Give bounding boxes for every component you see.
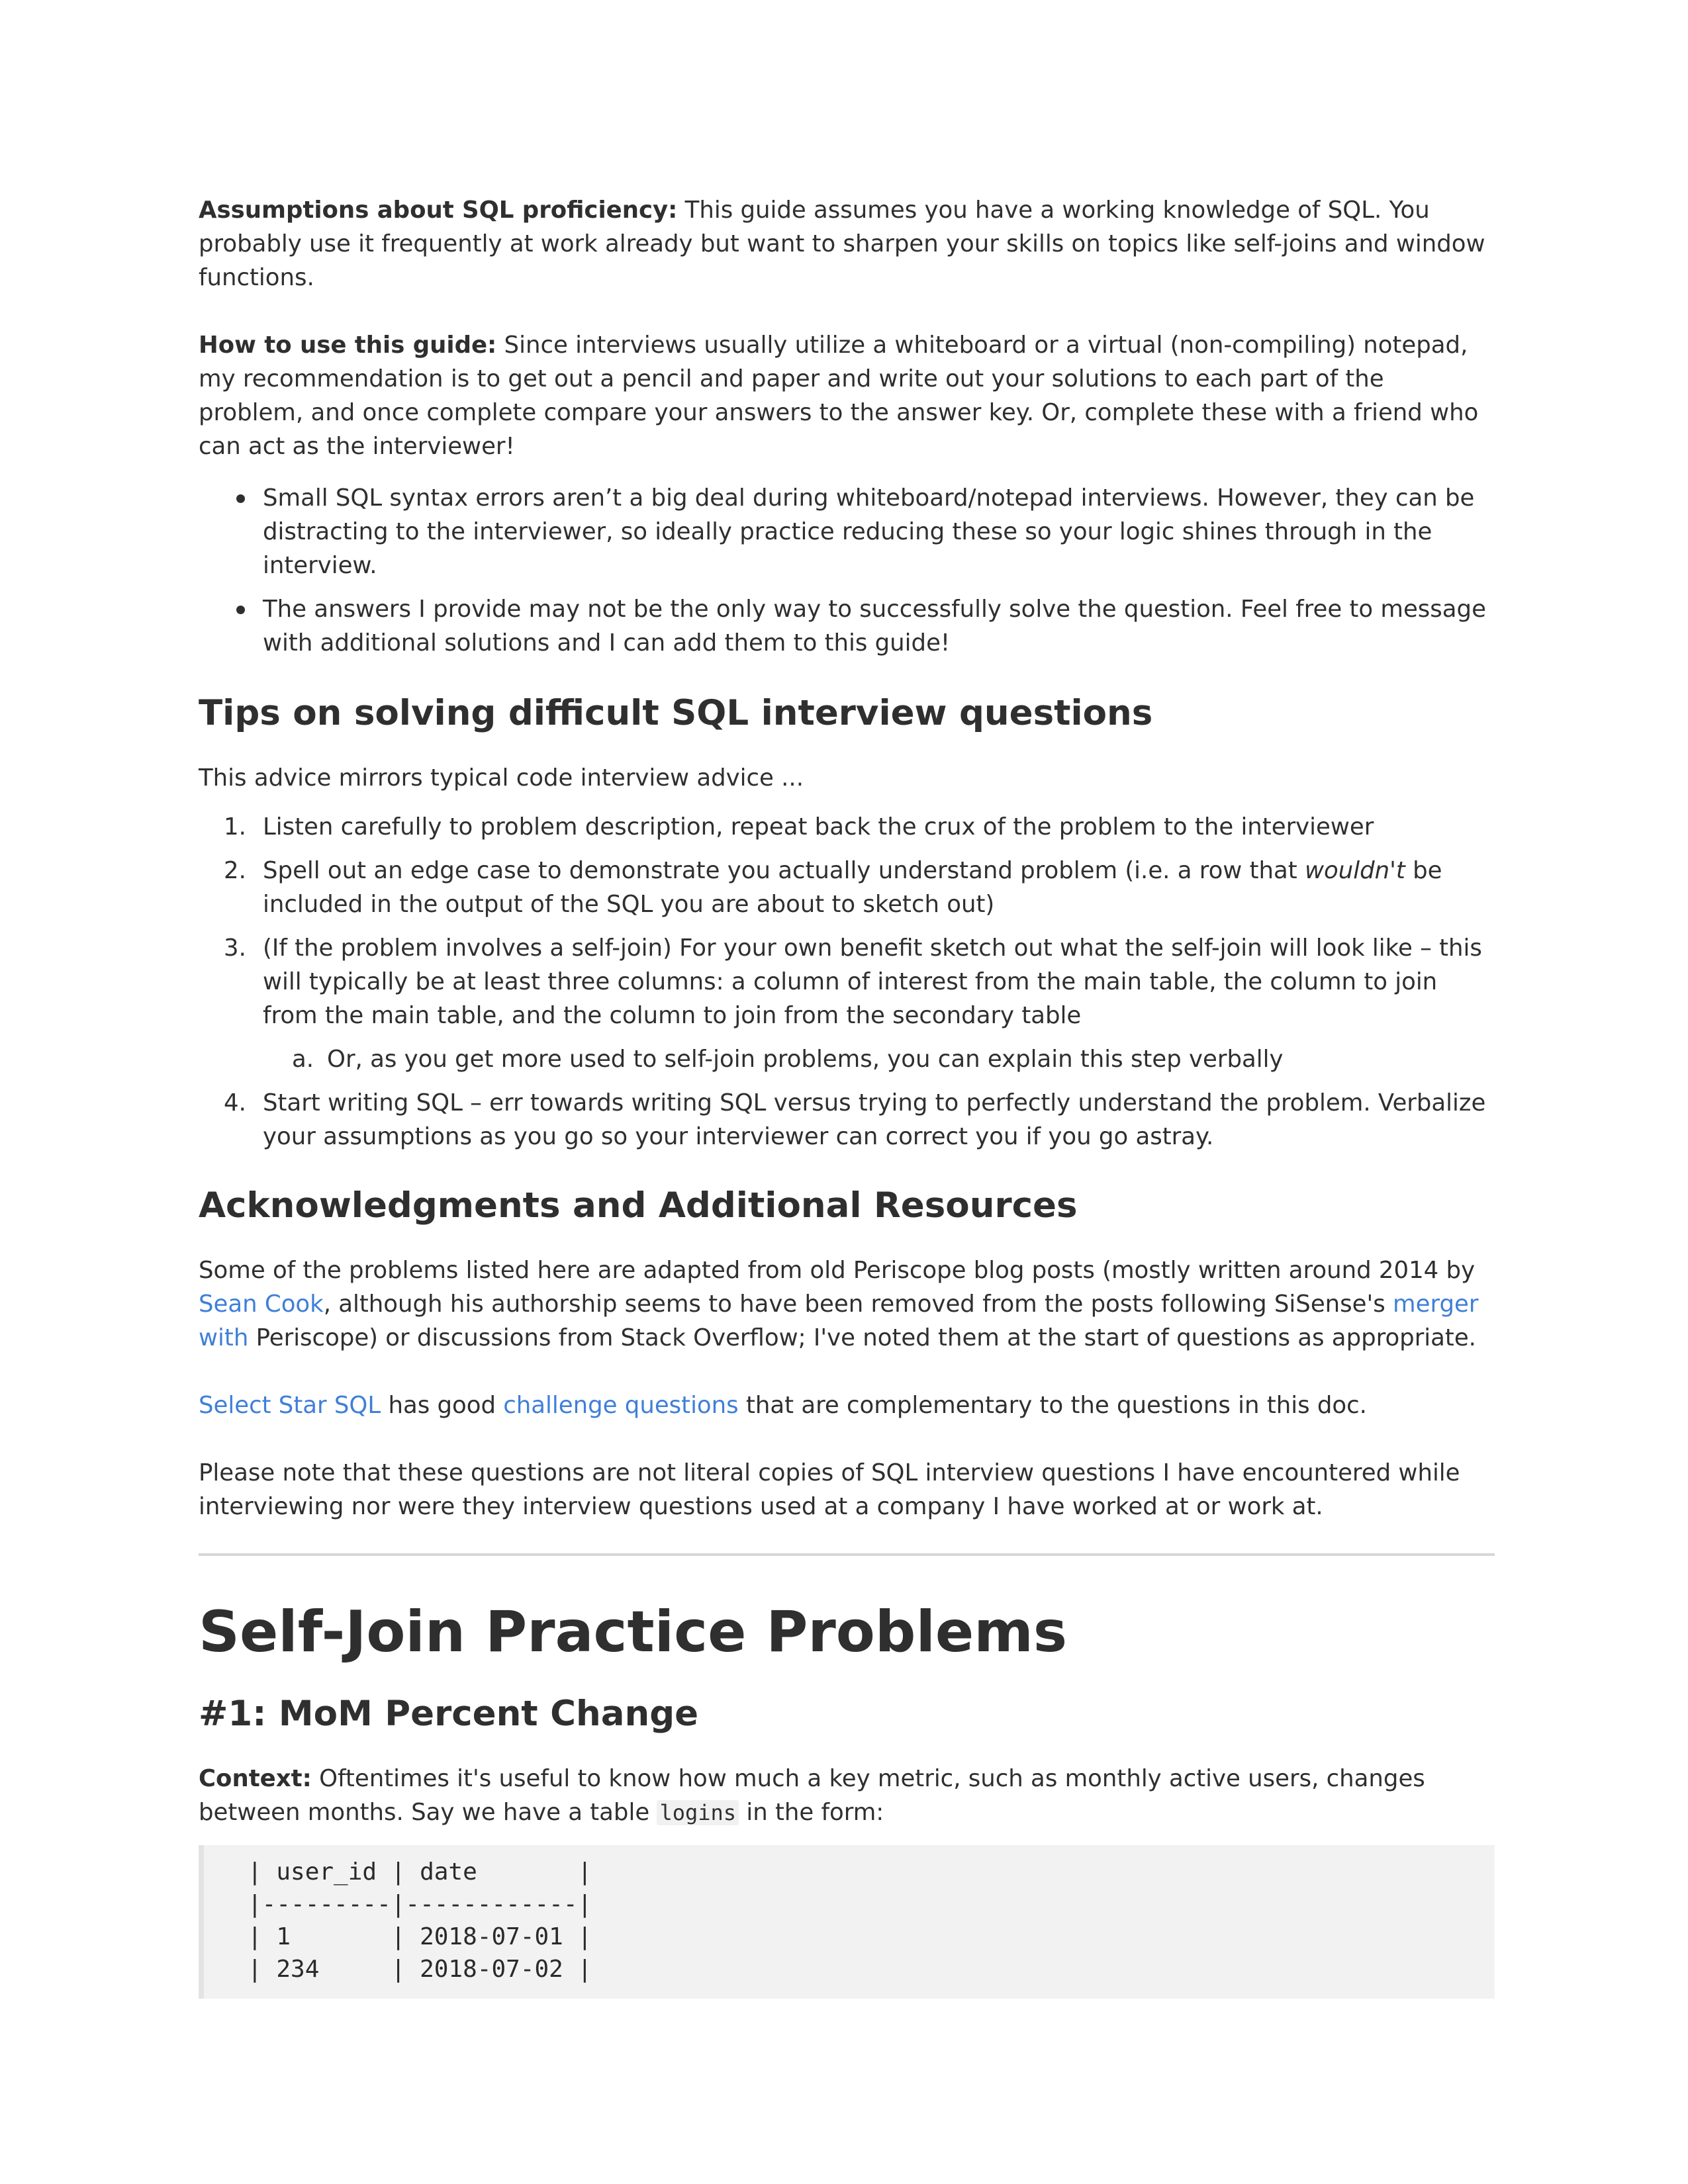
code-block-content: | user_id | date | |---------|------------| | 1 | 2018-07-01 | | 234 | 2018-07-02 |: [248, 1858, 592, 1983]
ack-text: Some of the problems listed here are adapted from old Periscope blog posts (mostly written around 2014 by: [199, 1257, 1476, 1284]
list-item: [199, 1086, 1495, 1154]
list-text: be included in the output of the SQL you are about to sketch out): [263, 857, 1442, 918]
list-item: [199, 854, 1495, 921]
howto-bullet-list: [199, 481, 1495, 660]
list-item: [199, 931, 1495, 1076]
ack-text: , although his authorship seems to have been removed from the posts following SiSense's: [323, 1291, 1393, 1318]
tips-heading: Tips on solving difficult SQL interview questions: [199, 693, 1153, 733]
list-number: a.: [292, 1046, 314, 1073]
section-divider: [199, 1553, 1495, 1556]
howto-text: Since interviews usually utilize a whiteboard or a virtual (non-compiling) notepad, my recommendation is to get out a pencil and paper and write out your solutions to each part of the problem, and once complete compare your answers to the answer key. Or, complete these with a friend who can act as the interviewer!: [199, 332, 1479, 460]
sub-list: [263, 1042, 1495, 1076]
ack-text: that are complementary to the questions in this doc.: [738, 1392, 1367, 1419]
list-number: 4.: [224, 1089, 246, 1116]
problem1-heading: #1: MoM Percent Change: [199, 1694, 699, 1734]
context-text: Oftentimes it's useful to know how much a key metric, such as monthly active users, changes between months. Say we have a table: [199, 1765, 1425, 1826]
select-star-sql-link[interactable]: Select Star SQL: [199, 1392, 381, 1419]
selfjoin-title: Self-Join Practice Problems: [199, 1599, 1068, 1665]
list-text: Listen carefully to problem description, repeat back the crux of the problem to the interviewer: [263, 813, 1374, 841]
list-number: 3.: [224, 934, 246, 962]
howto-paragraph: [199, 328, 1495, 463]
howto-label: How to use this guide:: [199, 332, 497, 359]
list-number: 1.: [224, 813, 246, 841]
tips-intro: This advice mirrors typical code interview advice ...: [199, 764, 804, 792]
ack-text: Periscope) or discussions from Stack Overflow; I've noted them at the start of questions as appropriate.: [248, 1324, 1476, 1351]
ack-paragraph-1: [199, 1253, 1495, 1355]
context-text: in the form:: [739, 1799, 884, 1826]
challenge-questions-link[interactable]: challenge questions: [503, 1392, 739, 1419]
sean-cook-link[interactable]: Sean Cook: [199, 1291, 324, 1318]
list-item: The answers I provide may not be the only way to successfully solve the question. Feel free to message with additional solutions and I can add them to this guide!: [199, 592, 1495, 660]
ack-paragraph-2: [199, 1388, 1495, 1422]
list-text: Start writing SQL – err towards writing SQL versus trying to perfectly understand the problem. Verbalize your assumptions as you go so your interviewer can correct you if you go astray.: [263, 1089, 1486, 1150]
assumptions-paragraph: [199, 193, 1495, 295]
assumptions-text: This guide assumes you have a working knowledge of SQL. You probably use it frequently at work already but want to sharpen your skills on topics like self-joins and window functions.: [199, 197, 1485, 291]
inline-code: logins: [657, 1800, 739, 1825]
ack-heading: Acknowledgments and Additional Resources: [199, 1185, 1078, 1226]
code-block: [199, 1845, 1495, 1999]
tips-step-list: [199, 810, 1495, 1154]
merger-link[interactable]: merger with: [199, 1291, 1479, 1351]
list-item: [263, 1042, 1495, 1076]
emphasis-text: wouldn't: [1305, 857, 1405, 884]
list-text: (If the problem involves a self-join) For your own benefit sketch out what the self-join will look like – this will typically be at least three columns: a column of interest from the main table, the column to join from the main table, and the column to join from the secondary table: [263, 934, 1482, 1029]
list-item: Small SQL syntax errors aren’t a big deal during whiteboard/notepad interviews. However, they can be distracting to the interviewer, so ideally practice reducing these so your logic shines through in the interview.: [199, 481, 1495, 582]
context-label: Context:: [199, 1765, 312, 1792]
ack-paragraph-3: Please note that these questions are not literal copies of SQL interview questions I have encountered while interviewing nor were they interview questions used at a company I have worked at or work at.: [199, 1459, 1460, 1520]
problem1-context: [199, 1762, 1495, 1830]
list-text: Or, as you get more used to self-join problems, you can explain this step verbally: [327, 1046, 1284, 1073]
document-page: [199, 193, 1495, 1999]
list-item: [199, 810, 1495, 844]
list-text: Spell out an edge case to demonstrate you actually understand problem (i.e. a row that: [263, 857, 1305, 884]
assumptions-label: Assumptions about SQL proficiency:: [199, 197, 678, 224]
list-number: 2.: [224, 857, 246, 884]
ack-text: has good: [381, 1392, 504, 1419]
